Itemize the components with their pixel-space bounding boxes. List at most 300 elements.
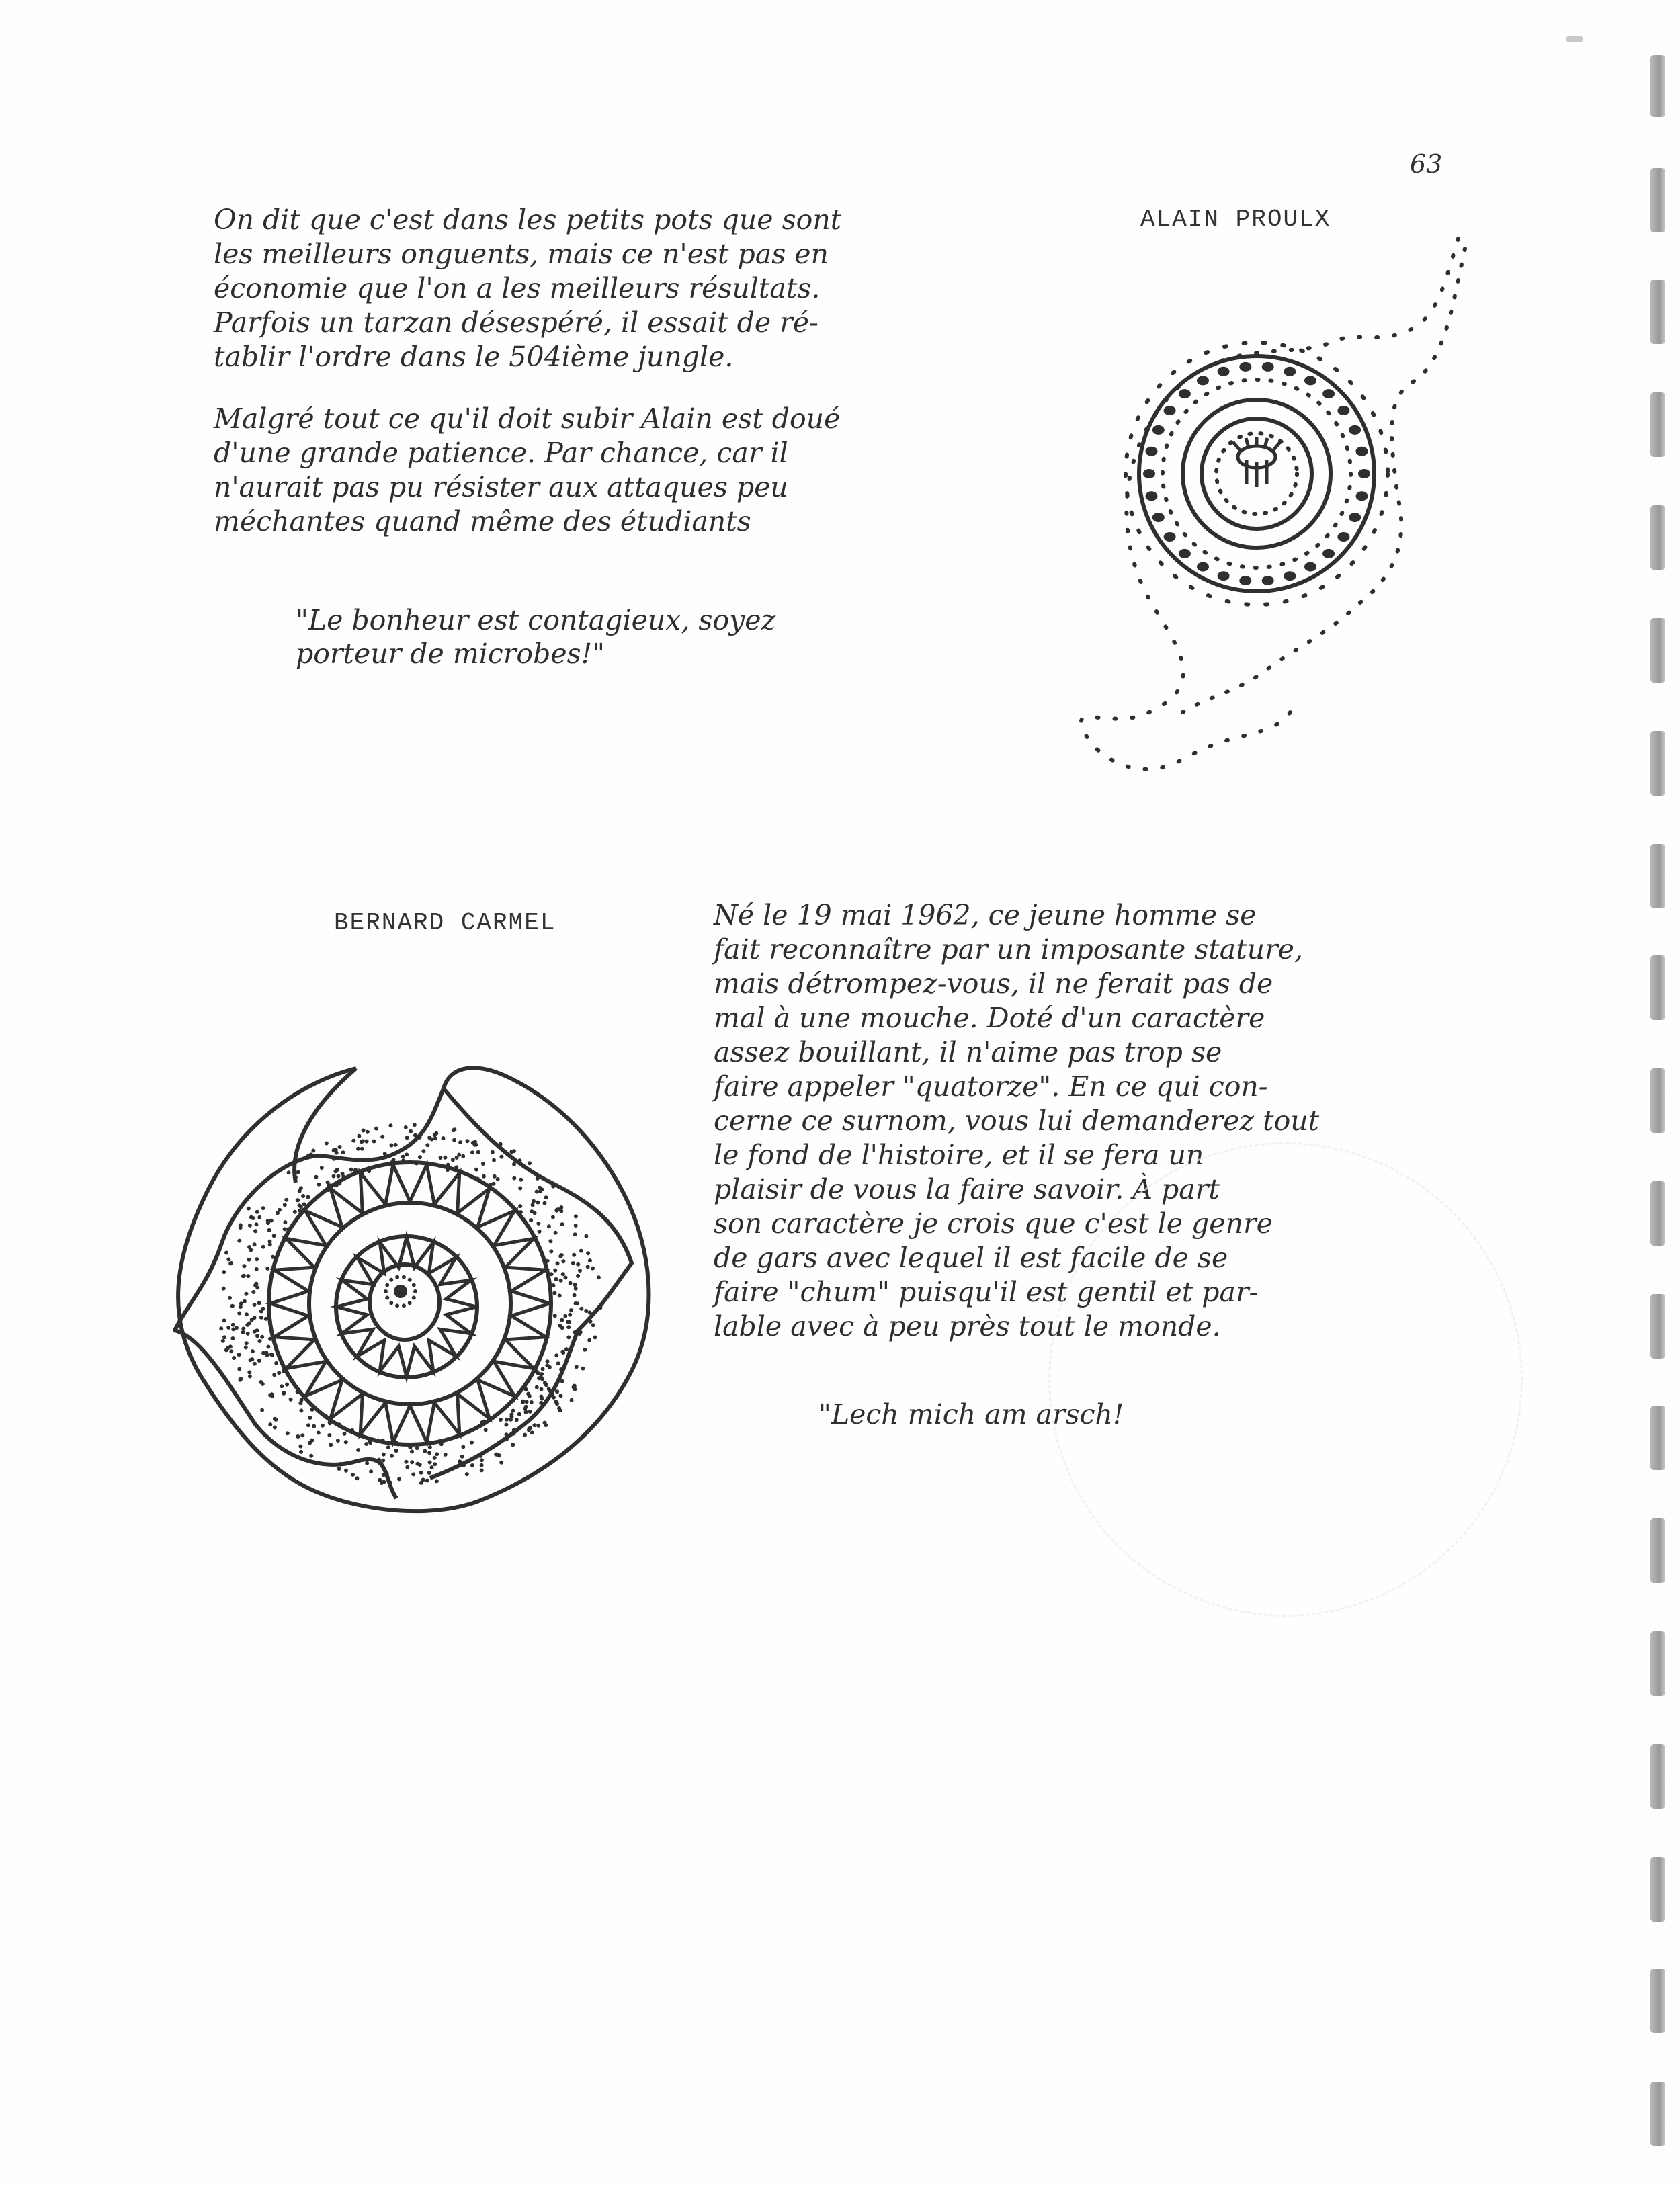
stipple-dot <box>433 1456 437 1460</box>
stipple-dot <box>335 1168 339 1172</box>
stipple-dot <box>519 1210 523 1214</box>
text-line: le fond de l'histoire, et il se fera un <box>714 1139 1204 1171</box>
text-line: cerne ce surnom, vous lui demanderez tout <box>714 1105 1320 1137</box>
stipple-dot <box>296 1434 300 1439</box>
binding-hole <box>1650 1518 1665 1583</box>
stipple-dot <box>518 1204 522 1208</box>
stipple-dot <box>389 1123 393 1127</box>
stipple-dot <box>461 1445 465 1449</box>
stipple-dot <box>312 1424 316 1428</box>
stipple-dot <box>409 1129 413 1133</box>
stipple-dot <box>574 1287 578 1291</box>
stipple-dot <box>584 1309 588 1313</box>
stipple-dot <box>531 1203 535 1207</box>
stipple-dot <box>544 1195 548 1199</box>
stipple-dot <box>517 1412 521 1416</box>
stipple-dot <box>228 1262 233 1266</box>
stipple-dot <box>360 1147 364 1151</box>
stipple-dot <box>568 1313 572 1317</box>
stipple-dot <box>493 1174 497 1179</box>
stipple-dot <box>253 1303 257 1307</box>
stipple-dot <box>480 1468 484 1472</box>
stipple-dot <box>410 1449 414 1453</box>
center-dot <box>385 1296 389 1300</box>
stipple-dot <box>394 1143 398 1147</box>
stipple-dot <box>549 1250 553 1254</box>
stipple-dot <box>320 1166 324 1170</box>
stipple-dot <box>524 1387 528 1391</box>
stipple-dot <box>343 1432 347 1436</box>
stipple-dot <box>291 1161 295 1165</box>
stipple-dot <box>226 1257 230 1261</box>
stipple-dot <box>536 1176 540 1181</box>
binding-hole <box>1650 1631 1665 1696</box>
stipple-dot <box>239 1301 243 1305</box>
stipple-dot <box>283 1203 287 1207</box>
stipple-dot <box>496 1177 500 1181</box>
stipple-dot <box>405 1460 409 1464</box>
stipple-dot <box>575 1365 579 1369</box>
stipple-dot <box>478 1454 482 1458</box>
stipple-dot <box>380 1135 384 1139</box>
stipple-dot <box>535 1385 539 1389</box>
stipple-dot <box>337 1174 341 1179</box>
stipple-dot <box>336 1439 340 1443</box>
stipple-dot <box>285 1383 289 1387</box>
binding-hole <box>1650 1744 1665 1809</box>
bead-mark <box>1146 491 1158 501</box>
stipple-dot <box>547 1224 551 1228</box>
stipple-dot <box>237 1353 241 1357</box>
alain-quote <box>296 603 775 671</box>
stipple-dot <box>499 1461 503 1465</box>
stipple-dot <box>332 1148 336 1152</box>
stipple-dot <box>576 1274 580 1278</box>
stipple-dot <box>555 1389 559 1394</box>
bead-mark <box>1197 562 1209 572</box>
stipple-dot <box>480 1463 484 1467</box>
stipple-dot <box>365 1140 369 1144</box>
stipple-dot <box>482 1174 486 1179</box>
stipple-dot <box>515 1418 519 1422</box>
page-number: 63 <box>1410 149 1443 179</box>
stipple-dot <box>261 1382 265 1386</box>
stipple-dot <box>470 1463 474 1467</box>
stipple-dot <box>480 1458 484 1462</box>
stipple-dot <box>381 1439 385 1443</box>
stipple-dot <box>245 1341 249 1345</box>
bead-mark <box>1349 425 1361 435</box>
bead-mark <box>1356 447 1368 456</box>
stipple-dot <box>366 1130 370 1134</box>
stipple-dot <box>405 1465 409 1469</box>
stipple-dot <box>284 1198 288 1202</box>
center-dot <box>412 1283 416 1287</box>
stipple-dot <box>308 1416 312 1420</box>
mandala-illustration <box>161 1048 659 1532</box>
center-dot <box>408 1278 412 1282</box>
stipple-dot <box>421 1149 425 1153</box>
stipple-dot <box>302 1202 306 1206</box>
stipple-dot <box>260 1408 264 1412</box>
stipple-dot <box>511 1443 515 1447</box>
stipple-dot <box>425 1143 429 1147</box>
stipple-dot <box>268 1422 272 1426</box>
stipple-dot <box>512 1162 516 1166</box>
stipple-dot <box>555 1402 559 1406</box>
stipple-dot <box>553 1314 557 1318</box>
stipple-dot <box>241 1330 245 1334</box>
stipple-dot <box>237 1367 241 1371</box>
stipple-dot <box>451 1158 455 1162</box>
stipple-dot <box>410 1460 414 1464</box>
stipple-dot <box>390 1454 394 1458</box>
bead-mark <box>1146 447 1158 456</box>
stipple-dot <box>405 1152 409 1156</box>
stipple-dot <box>261 1245 265 1249</box>
stipple-dot <box>570 1398 574 1402</box>
stipple-dot <box>474 1426 478 1430</box>
stipple-dot <box>525 1400 529 1404</box>
stipple-dot <box>338 1145 342 1149</box>
stipple-dot <box>564 1275 568 1279</box>
stipple-dot <box>325 1142 329 1146</box>
stipple-dot <box>556 1261 560 1265</box>
stipple-dot <box>588 1258 592 1262</box>
stipple-dot <box>499 1142 503 1146</box>
stipple-dot <box>427 1451 431 1455</box>
bead-mark <box>1322 549 1335 558</box>
binding-hole <box>1650 1294 1665 1359</box>
stipple-dot <box>452 1127 456 1131</box>
stipple-dot <box>360 1140 364 1144</box>
stipple-dot <box>560 1318 564 1322</box>
stipple-dot <box>413 1123 417 1127</box>
bead-mark <box>1337 532 1349 542</box>
bead-mark <box>1304 376 1316 385</box>
stipple-dot <box>425 1479 429 1483</box>
text-line: fait reconnaître par un imposante stature, <box>714 933 1303 966</box>
ink-smudge <box>1566 36 1583 42</box>
stipple-dot <box>249 1248 253 1252</box>
stipple-dot <box>377 1458 381 1462</box>
stipple-dot <box>569 1281 573 1285</box>
stipple-dot <box>579 1330 583 1334</box>
stipple-dot <box>539 1401 543 1405</box>
stipple-dot <box>299 1408 303 1412</box>
binding-hole <box>1650 55 1665 117</box>
stipple-dot <box>355 1476 359 1480</box>
stipple-dot <box>349 1168 353 1172</box>
stipple-dot <box>443 1156 447 1160</box>
stipple-dot <box>560 1222 564 1226</box>
stipple-dot <box>454 1165 458 1169</box>
stipple-dot <box>272 1373 276 1377</box>
bead-mark <box>1218 571 1230 581</box>
stipple-dot <box>554 1231 558 1235</box>
stipple-dot <box>566 1335 571 1339</box>
stipple-dot <box>519 1178 523 1182</box>
stipple-dot <box>528 1410 532 1414</box>
stipple-dot <box>428 1445 432 1449</box>
bead-mark <box>1358 469 1370 478</box>
stipple-dot <box>574 1214 578 1218</box>
stipple-dot <box>306 1423 310 1427</box>
text-line: méchantes quand même des étudiants <box>214 505 751 538</box>
stipple-dot <box>566 1325 571 1329</box>
stipple-dot <box>364 1442 368 1446</box>
stipple-dot <box>560 1350 564 1354</box>
stipple-dot <box>418 1136 422 1140</box>
bead-mark <box>1152 513 1165 522</box>
stipple-dot <box>298 1401 302 1405</box>
stipple-dot <box>301 1194 305 1198</box>
stipple-dot <box>474 1168 478 1172</box>
stipple-dot <box>255 1222 259 1226</box>
stipple-dot <box>310 1408 314 1412</box>
stipple-dot <box>476 1150 480 1154</box>
stipple-dot <box>567 1320 571 1324</box>
stipple-dot <box>382 1473 386 1477</box>
stipple-dot <box>283 1220 287 1224</box>
stipple-dot <box>530 1400 534 1404</box>
stipple-dot <box>538 1186 542 1190</box>
stipple-dot <box>246 1332 250 1336</box>
stipple-dot <box>226 1346 230 1351</box>
bead-mark <box>1284 367 1296 376</box>
stipple-dot <box>222 1270 226 1274</box>
stipple-dot <box>435 1479 439 1483</box>
stipple-dot <box>289 1398 293 1402</box>
stipple-dot <box>466 1139 470 1143</box>
stipple-dot <box>287 1170 291 1174</box>
stipple-dot <box>559 1205 563 1209</box>
text-line: d'une grande patience. Par chance, car il <box>214 437 788 469</box>
stipple-dot <box>274 1361 278 1365</box>
stipple-dot <box>329 1443 333 1447</box>
stipple-dot <box>560 1379 564 1383</box>
alain-paragraph-1 <box>214 203 841 374</box>
stipple-dot <box>383 1152 387 1156</box>
stipple-dot <box>353 1169 358 1173</box>
stipple-dot <box>554 1353 558 1357</box>
stipple-dot <box>560 1253 564 1257</box>
binding-hole <box>1650 618 1665 683</box>
stipple-dot <box>518 1158 522 1162</box>
stipple-dot <box>465 1472 469 1476</box>
stipple-dot <box>554 1277 558 1281</box>
zigzag-ring <box>337 1237 476 1377</box>
stipple-dot <box>442 1136 446 1140</box>
stipple-dot <box>588 1311 592 1315</box>
stipple-dot <box>404 1125 408 1129</box>
bead-mark <box>1164 532 1176 542</box>
center-dot <box>402 1303 406 1308</box>
stipple-dot <box>332 1157 336 1161</box>
bead-mark <box>1197 376 1209 385</box>
stipple-dot <box>341 1150 345 1154</box>
binding-hole <box>1650 1406 1665 1470</box>
binding-hole <box>1650 168 1665 232</box>
stipple-dot <box>532 1423 536 1427</box>
stipple-dot <box>257 1301 261 1305</box>
binding-hole <box>1650 280 1665 344</box>
stipple-dot <box>247 1207 251 1211</box>
center-dot <box>389 1301 393 1305</box>
stipple-dot <box>237 1312 241 1316</box>
stipple-dot <box>380 1463 384 1467</box>
stipple-dot <box>553 1269 557 1273</box>
stipple-dot <box>255 1267 259 1271</box>
stipple-dot <box>497 1453 501 1457</box>
stipple-dot <box>415 1162 419 1166</box>
stipple-dot <box>401 1158 405 1162</box>
stipple-dot <box>265 1267 269 1271</box>
text-line: n'aurait pas pu résister aux attaques peu <box>214 471 788 503</box>
stipple-dot <box>357 1134 361 1138</box>
stipple-dot <box>572 1253 576 1257</box>
stipple-dot <box>245 1292 249 1296</box>
stipple-dot <box>283 1227 287 1231</box>
stipple-dot <box>249 1215 253 1219</box>
stipple-dot <box>298 1209 302 1213</box>
stipple-dot <box>221 1339 225 1343</box>
stipple-dot <box>397 1477 401 1481</box>
binding-hole <box>1650 731 1665 796</box>
stipple-dot <box>470 1441 474 1445</box>
stipple-dot <box>332 1174 336 1179</box>
stipple-dot <box>543 1421 547 1425</box>
stipple-dot <box>504 1423 508 1427</box>
text-line: assez bouillant, il n'aime pas trop se <box>714 1036 1222 1068</box>
stipple-dot <box>273 1426 277 1430</box>
stipple-dot <box>584 1234 588 1238</box>
stipple-dot <box>512 1428 516 1432</box>
stipple-dot <box>597 1275 601 1279</box>
stipple-dot <box>509 1414 513 1418</box>
stipple-dot <box>306 1154 310 1158</box>
bead-mark <box>1284 571 1296 581</box>
stipple-dot <box>546 1259 550 1263</box>
bead-mark <box>1356 491 1368 501</box>
bead-mark <box>1262 362 1274 372</box>
stipple-dot <box>446 1163 450 1167</box>
stipple-dot <box>579 1307 583 1311</box>
stipple-dot <box>505 1432 509 1437</box>
stipple-dot <box>560 1326 564 1330</box>
stipple-dot <box>267 1228 271 1232</box>
stipple-dot <box>222 1318 226 1322</box>
stipple-dot <box>356 1448 360 1452</box>
stipple-dot <box>317 1183 321 1187</box>
stipple-dot <box>591 1323 595 1327</box>
stipple-dot <box>433 1462 437 1466</box>
text-line: économie que l'on a les meilleurs résultats. <box>214 272 821 304</box>
binding-hole <box>1650 392 1665 457</box>
stipple-dot <box>306 1195 310 1199</box>
stipple-dot <box>435 1452 439 1456</box>
stipple-dot <box>518 1187 522 1191</box>
stipple-dot <box>411 1472 415 1476</box>
stipple-dot <box>589 1320 593 1324</box>
stipple-dot <box>308 1441 312 1445</box>
stipple-dot <box>324 1414 328 1418</box>
stipple-dot <box>439 1442 444 1446</box>
center-dot <box>384 1289 388 1293</box>
stipple-dot <box>224 1251 228 1255</box>
text-line: de gars avec lequel il est facile de se <box>714 1242 1228 1274</box>
stipple-dot <box>247 1370 251 1374</box>
stipple-dot <box>274 1418 278 1422</box>
bead-mark <box>1143 469 1155 478</box>
stipple-dot <box>491 1150 495 1154</box>
stipple-dot <box>523 1433 527 1437</box>
stipple-dot <box>282 1391 286 1395</box>
bead-mark <box>1239 362 1251 372</box>
stipple-dot <box>230 1304 235 1308</box>
stipple-dot <box>537 1376 541 1380</box>
text-line: On dit que c'est dans les petits pots que sont <box>214 204 842 236</box>
stipple-dot <box>286 1227 290 1231</box>
stipple-dot <box>298 1203 302 1207</box>
stipple-dot <box>581 1367 585 1371</box>
stipple-dot <box>548 1365 552 1369</box>
stipple-dot <box>558 1408 562 1412</box>
bead-mark <box>1262 576 1274 585</box>
stipple-dot <box>259 1310 263 1314</box>
stipple-dot <box>374 1127 378 1131</box>
stipple-dot <box>244 1346 248 1350</box>
stipple-dot <box>446 1168 450 1172</box>
stipple-dot <box>579 1249 583 1253</box>
stipple-dot <box>253 1362 257 1366</box>
stipple-dot <box>493 1189 497 1193</box>
stipple-dot <box>239 1223 243 1227</box>
stipple-dot <box>524 1405 528 1409</box>
stipple-dot <box>587 1338 591 1342</box>
stipple-dot <box>386 1445 390 1449</box>
stipple-dot <box>556 1361 560 1365</box>
stipple-dot <box>269 1353 274 1357</box>
stipple-dot <box>276 1211 280 1215</box>
center-dot <box>412 1296 416 1300</box>
stipple-dot <box>245 1312 249 1316</box>
stipple-dot <box>368 1441 372 1445</box>
stipple-dot <box>591 1267 595 1271</box>
stipple-dot <box>247 1321 251 1325</box>
stipple-dot <box>268 1394 272 1398</box>
stipple-dot <box>558 1293 562 1297</box>
stipple-dot <box>530 1430 534 1434</box>
text-line: mais détrompez-vous, il ne ferait pas de <box>714 968 1273 1000</box>
stipple-dot <box>521 1400 525 1404</box>
stipple-dot <box>470 1150 474 1154</box>
stipple-dot <box>439 1156 443 1160</box>
stipple-dot <box>586 1251 590 1255</box>
stipple-dot <box>255 1334 259 1338</box>
stipple-dot <box>382 1453 386 1457</box>
stipple-dot <box>228 1296 232 1300</box>
text-line: Parfois un tarzan désespéré, il essait de ré- <box>214 306 818 339</box>
stipple-dot <box>342 1174 346 1179</box>
stipple-dot <box>528 1161 532 1165</box>
stipple-dot <box>226 1326 230 1330</box>
bead-mark <box>1239 576 1251 585</box>
stipple-dot <box>573 1232 577 1236</box>
stipple-dot <box>576 1262 580 1267</box>
stipple-dot <box>536 1371 540 1375</box>
stipple-dot <box>434 1131 438 1136</box>
